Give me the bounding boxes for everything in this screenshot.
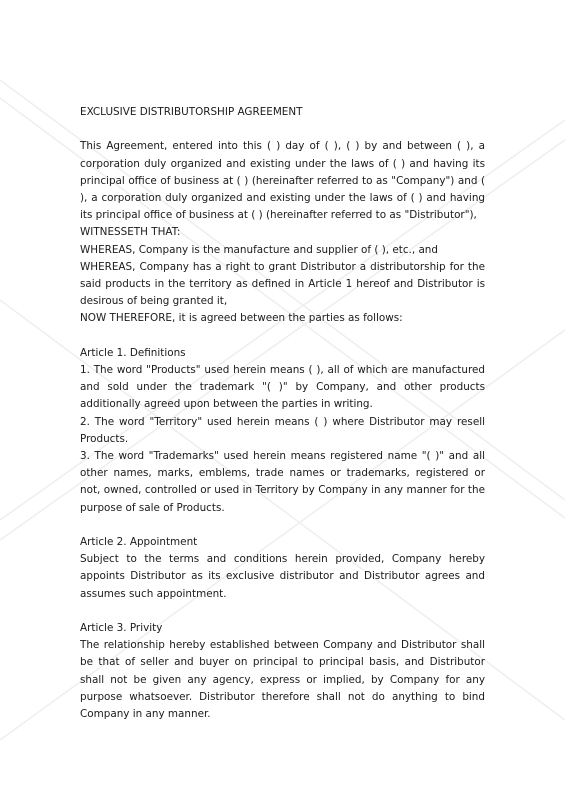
whereas-line-1: WHEREAS, Company is the manufacture and supplier of ( ), etc., and <box>80 243 438 256</box>
spacer <box>80 603 485 620</box>
article-1-item-2: 2. The word "Territory" used herein means ( ) where Distributor may resell Products. <box>80 415 485 445</box>
article-1-item-1: 1. The word "Products" used herein means ( ), all of which are manufactured and sold under the trademark "( )" by Company, and other products additionally agreed upon between the parties in writing. <box>80 364 485 411</box>
document-title: EXCLUSIVE DISTRIBUTORSHIP AGREEMENT <box>80 106 303 118</box>
document-body <box>80 104 485 723</box>
preamble-paragraph: This Agreement, entered into this ( ) day of ( ), ( ) by and between ( ), a corporation duly organized and existing under the laws of ( ) and having its principal office of business at ( ) (hereinafter referred to as "Company") and ( ), a corporation duly organized and existing under the laws of ( ) and having its principal office of business at ( ) (hereinafter referred to as "Distributor"), <box>80 140 485 222</box>
article-2-text: Subject to the terms and conditions herein provided, Company hereby appoints Distributor as its exclusive distributor and Distributor agrees and assumes such appointment. <box>80 553 485 600</box>
article-1-item-3: 3. The word "Trademarks" used herein means registered name "( )" and all other names, marks, emblems, trade names or trademarks, registered or not, owned, controlled or used in Territory by Company in any manner for the purpose of sale of Products. <box>80 450 485 514</box>
article-2-heading: Article 2. Appointment <box>80 536 198 549</box>
article-1-heading: Article 1. Definitions <box>80 346 186 359</box>
spacer <box>80 328 485 345</box>
witnesseth-line: WITNESSETH THAT: <box>80 226 181 239</box>
article-3-heading: Article 3. Privity <box>80 622 163 635</box>
spacer <box>80 517 485 534</box>
now-therefore-line: NOW THEREFORE, it is agreed between the parties as follows: <box>80 312 403 325</box>
whereas-line-2: WHEREAS, Company has a right to grant Distributor a distributorship for the said products in the territory as defined in Article 1 hereof and Distributor is desirous of being granted it, <box>80 260 485 308</box>
article-3-text: The relationship hereby established between Company and Distributor shall be that of seller and buyer on principal to principal basis, and Distributor shall not be given any agency, express or implied, by Company for any purpose whatsoever. Distributor therefore shall not do anything to bind Company in any manner. <box>80 639 485 721</box>
